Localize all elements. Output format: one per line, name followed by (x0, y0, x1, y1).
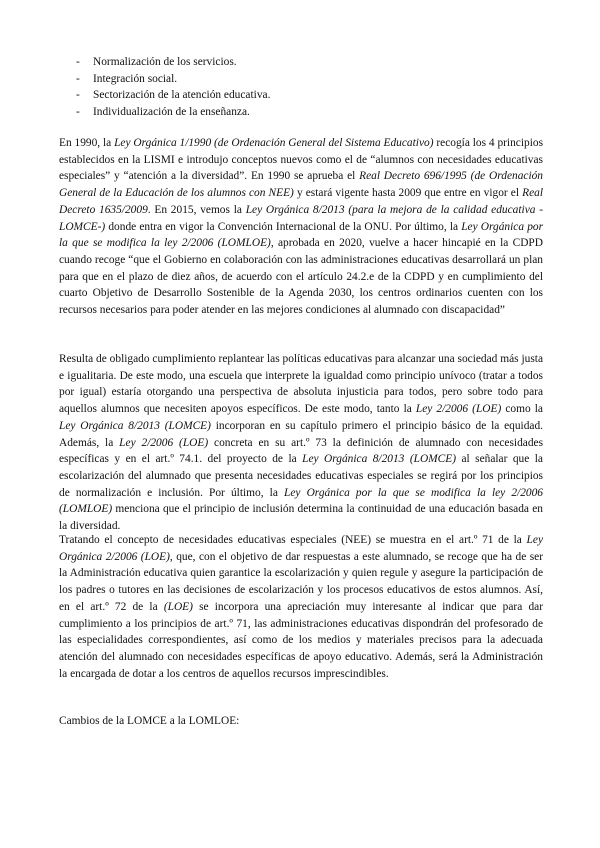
principles-list (76, 54, 536, 121)
law-reference: Ley Orgánica por la que se modifica la ley 2/2006 (LOMLOE) (59, 220, 544, 250)
law-reference: Real Decreto 696/1995 (de Ordenación General de la Educación de los alumnos con NEE) (59, 170, 544, 200)
law-reference: Ley 2/2006 (LOE) (119, 436, 209, 449)
list-dash: - (76, 89, 80, 102)
paragraph-equity: Resulta de obligado cumplimiento replantear las políticas educativas para alcanzar una sociedad más justa e igualitaria. De este modo, una escuela que interprete la igualdad como principio unívoco (tratar a todos por igual) estaría otorgando una perspectiva de absoluta injusticia para todos, pero sobre todo para aquellos alumnos que necesiten apoyos específicos. De este modo, tanto la Ley 2/2006 (LOE) como la Ley Orgánica 8/2013 (LOMCE) incorporan en su capítulo primero el principio básico de la equidad. Además, la Ley 2/2006 (LOE) concreta en su art.º 73 la definición de alumnado con necesidades específicas y en el art.º 74.1. del proyecto de la Ley Orgánica 8/2013 (LOMCE) al señalar que la escolarización del alumnado que presenta necesidades educativas especiales se regirá por los principios de normalización e inclusión. Por último, la Ley Orgánica por la que se modifica la ley 2/2006 (LOMLOE) menciona que el principio de inclusión determina la continuidad de una educación basada en la diversidad. (59, 353, 544, 533)
list-item: - Integración social. (76, 71, 536, 88)
law-reference: Ley Orgánica 8/2013 (LOMCE) (59, 419, 211, 432)
law-reference: Ley Orgánica 2/2006 (LOE) (59, 534, 543, 563)
law-reference: Ley Orgánica 8/2013 (LOMCE) (302, 453, 457, 466)
list-dash: - (76, 106, 80, 119)
law-reference: (LOE) (163, 600, 193, 613)
section-heading-changes: Cambios de la LOMCE a la LOMLOE: (59, 715, 240, 727)
law-reference: Ley Orgánica 8/2013 (para la mejora de la calidad educativa -LOMCE-) (59, 203, 544, 233)
law-reference: Ley Orgánica 1/1990 (de Ordenación General del Sistema Educativo) (114, 137, 434, 149)
law-reference: Ley 2/2006 (LOE) (415, 403, 502, 416)
law-reference: Ley Orgánica por la que se modifica la ley 2/2006 (LOMLOE) (59, 486, 543, 516)
list-item: - Individualización de la enseñanza. (76, 104, 536, 121)
list-item: - Sectorización de la atención educativa. (76, 87, 536, 104)
list-dash: - (76, 56, 80, 68)
paragraph-nee-concept: Tratando el concepto de necesidades educativas especiales (NEE) se muestra en el art.º 71 de la Ley Orgánica 2/2006 (LOE), que, con el objetivo de dar respuestas a este alumnado, se recoge que ha de ser la Administración educativa quien garantice la escolarización y quien regule y asegure la participación de los padres o tutores en las decisiones de escolarización y los procesos educativos de estos alumnos. Así, en el art.º 72 de la (LOE) se incorpora una apreciación muy interesante al indicar que para dar cumplimiento a los principios de art.º 71, las administraciones educativas dispondrán del profesorado de las especialidades correspondientes, así como de los medios y materiales precisos para la adecuada atención del alumnado con necesidades específicas de apoyo educativo. Además, será la Administración la encargada de dotar a los centros de aquellos recursos imprescindibles. (59, 534, 543, 680)
list-dash: - (76, 72, 80, 85)
law-reference: Real Decreto 1635/2009 (59, 187, 543, 216)
list-item: - Normalización de los servicios. (76, 54, 536, 71)
paragraph-legislation-history: En 1990, la Ley Orgánica 1/1990 (de Ordenación General del Sistema Educativo) recogía los 4 principios establecidos en la LISMI e introdujo conceptos nuevos como el de “alumnos con necesidades educativas especiales” y “atención a la diversidad”. En 1990 se aprueba el Real Decreto 696/1995 (de Ordenación General de la Educación de los alumnos con NEE) y estará vigente hasta 2009 que entre en vigor el Real Decreto 1635/2009. En 2015, vemos la Ley Orgánica 8/2013 (para la mejora de la calidad educativa -LOMCE-) donde entra en vigor la Convención Internacional de la ONU. Por último, la Ley Orgánica por la que se modifica la ley 2/2006 (LOMLOE), aprobada en 2020, vuelve a hacer hincapié en la CDPD cuando recoge “que el Gobierno en colaboración con las administraciones educativas desarrollará un plan para que en el plazo de diez años, de acuerdo con el artículo 24.2.e de la CDPD y en cumplimiento del cuarto Objetivo de Desarrollo Sostenible de la Agenda 2030, los centros ordinarios cuenten con los recursos necesarios para poder atender en las mejores condiciones al alumnado con discapacidad” (59, 137, 544, 317)
